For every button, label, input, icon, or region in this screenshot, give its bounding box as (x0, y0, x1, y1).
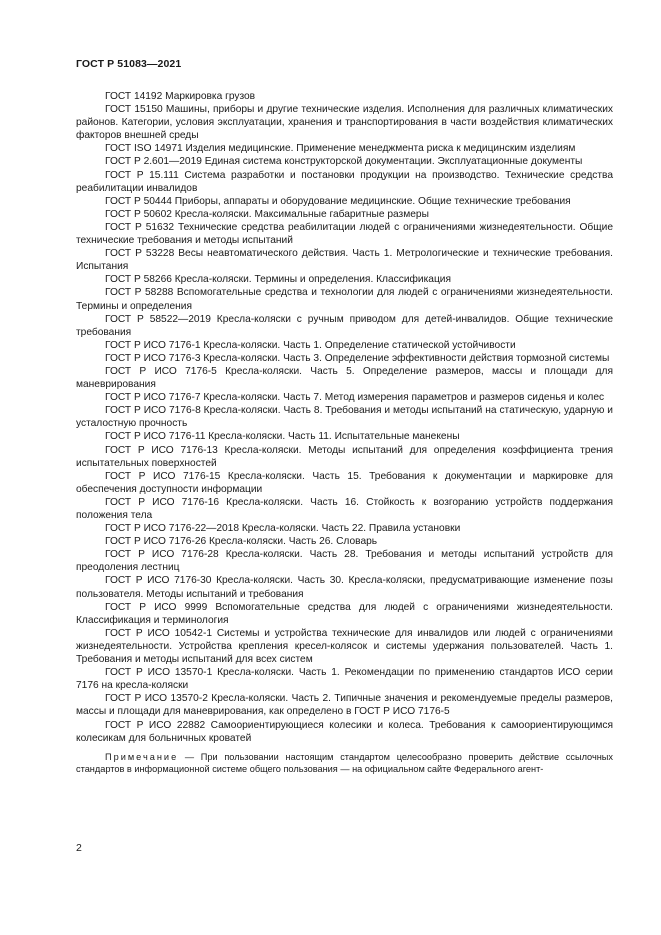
reference-item: ГОСТ Р 58522—2019 Кресла-коляски с ручным приводом для детей-инвалидов. Общие технические требования (76, 313, 613, 338)
reference-item: ГОСТ Р 51632 Технические средства реабилитации людей с ограничениями жизнедеятельности. Общие технические требования и методы испытаний (76, 221, 613, 247)
reference-item: ГОСТ Р ИСО 7176-22—2018 Кресла-коляски. Часть 22. Правила установки (105, 523, 461, 535)
reference-item: ГОСТ Р 53228 Весы неавтоматического действия. Часть 1. Метрологические и технические требования. Испытания (76, 248, 613, 273)
note-text: — При пользовании настоящим стандартом целесообразно проверить действие ссылочных стандартов в информационной системе общего пользования — на официальном сайте Федерального агент- (76, 751, 613, 774)
reference-item: ГОСТ Р ИСО 7176-15 Кресла-коляски. Часть 15. Требования к документации и маркировке для обеспечения доступности информации (76, 470, 613, 495)
note-label: Примечание (105, 751, 179, 762)
reference-item: ГОСТ Р 15.111 Система разработки и постановки продукции на производство. Технические средства реабилитации инвалидов (76, 169, 613, 194)
reference-item: ГОСТ Р ИСО 7176-8 Кресла-коляски. Часть 8. Требования и методы испытаний на статическую, ударную и усталостную прочность (76, 405, 613, 430)
reference-item: ГОСТ Р 50444 Приборы, аппараты и оборудование медицинские. Общие технические требования (105, 195, 571, 207)
reference-item: ГОСТ Р ИСО 13570-2 Кресла-коляски. Часть 2. Типичные значения и рекомендуемые пределы размеров, массы и площади для маневрирования, как определено в ГОСТ Р ИСО 7176-5 (76, 693, 613, 718)
reference-item: ГОСТ Р ИСО 7176-26 Кресла-коляски. Часть 26. Словарь (105, 536, 378, 548)
reference-item: ГОСТ Р ИСО 7176-11 Кресла-коляски. Часть 11. Испытательные манекены (105, 431, 460, 443)
reference-item: ГОСТ Р ИСО 7176-5 Кресла-коляски. Часть 5. Определение размеров, массы и площади для маневрирования (76, 365, 613, 391)
reference-item: ГОСТ 15150 Машины, приборы и другие технические изделия. Исполнения для различных климатических районов. Категории, условия эксплуатации, хранения и транспортирования в части воздействия климатических факторов внешней среды (76, 104, 613, 142)
reference-item: ГОСТ Р 2.601—2019 Единая система конструкторской документации. Эксплуатационные документы (105, 156, 583, 168)
reference-item: ГОСТ Р ИСО 10542-1 Системы и устройства технические для инвалидов или людей с ограничениями жизнедеятельности. Устройства крепления кресел-колясок и системы удержания пользователей. Часть 1. Требования и методы испытаний для всех систем (76, 627, 613, 666)
reference-item: ГОСТ Р ИСО 7176-13 Кресла-коляски. Методы испытаний для определения коэффициента трения испытательных поверхностей (76, 444, 613, 469)
reference-item: ГОСТ Р 58266 Кресла-коляски. Термины и определения. Классификация (105, 274, 451, 286)
reference-item: ГОСТ ISO 14971 Изделия медицинские. Применение менеджмента риска к медицинским изделиям (105, 143, 576, 155)
reference-item: ГОСТ Р ИСО 7176-7 Кресла-коляски. Часть 7. Метод измерения параметров и размеров сиденья и колес (105, 392, 605, 404)
reference-item: ГОСТ Р ИСО 13570-1 Кресла-коляски. Часть 1. Рекомендации по применению стандартов ИСО серии 7176 на кресла-коляски (76, 667, 613, 692)
reference-item: ГОСТ 14192 Маркировка грузов (105, 91, 256, 102)
reference-item: ГОСТ Р ИСО 7176-30 Кресла-коляски. Часть 30. Кресла-коляски, предусматривающие изменение позы пользователя. Методы испытаний и требования (76, 575, 613, 600)
document-header: ГОСТ Р 51083—2021 (76, 58, 182, 70)
reference-item: ГОСТ Р 50602 Кресла-коляски. Максимальные габаритные размеры (105, 208, 429, 220)
reference-item: ГОСТ Р ИСО 7176-16 Кресла-коляски. Часть 16. Стойкость к возгоранию устройств поддержания положения тела (76, 496, 613, 521)
reference-item: ГОСТ Р ИСО 9999 Вспомогательные средства для людей с ограничениями жизнедеятельности. Классификация и терминология (76, 601, 613, 626)
reference-item: ГОСТ Р 58288 Вспомогательные средства и технологии для людей с ограничениями жизнедеятельности. Термины и определения (76, 287, 613, 312)
reference-item: ГОСТ Р ИСО 7176-3 Кресла-коляски. Часть 3. Определение эффективности действия тормозной системы (105, 352, 610, 364)
reference-item: ГОСТ Р ИСО 7176-28 Кресла-коляски. Часть 28. Требования и методы испытаний устройств для преодоления лестниц (76, 549, 613, 574)
reference-item: ГОСТ Р ИСО 22882 Самоориентирующиеся колесики и колеса. Требования к самоориентирующимся колесикам для больничных кроватей (76, 719, 613, 744)
reference-item: ГОСТ Р ИСО 7176-1 Кресла-коляски. Часть 1. Определение статической устойчивости (105, 339, 516, 351)
page-number: 2 (76, 842, 82, 854)
references-list (76, 90, 613, 775)
note-paragraph (76, 751, 613, 775)
